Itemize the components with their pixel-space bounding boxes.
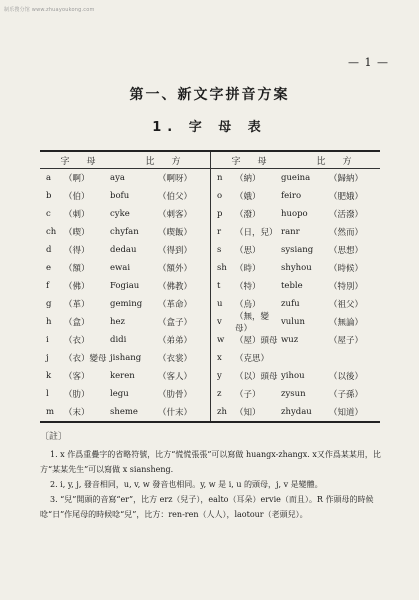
cell-char: （潑）	[235, 210, 261, 220]
cell-char: （娥）	[235, 192, 261, 202]
alphabet-table	[40, 150, 380, 423]
cell-example: （屋子）	[329, 336, 364, 346]
cell-example: （以後）	[329, 372, 364, 382]
cell-example: （歸納）	[329, 174, 364, 184]
table-row-right	[211, 403, 381, 421]
cell-letter: k	[46, 371, 52, 381]
page-title: 第一、新文字拼音方案	[129, 87, 290, 103]
cell-char: （革）	[64, 300, 90, 310]
cell-letter: zh	[217, 407, 227, 417]
cell-letter: l	[46, 389, 49, 399]
table-row	[40, 331, 380, 349]
table-row-left	[40, 169, 211, 187]
note-2	[40, 477, 385, 492]
table-row	[40, 241, 380, 259]
cell-char: （日，兒）	[235, 228, 278, 238]
header-example-right: 比 方	[316, 156, 356, 167]
cell-word: teble	[281, 281, 303, 291]
cell-word: chyfan	[110, 227, 139, 237]
cell-example: （客人）	[158, 372, 193, 382]
cell-word: vulun	[281, 317, 305, 327]
table-row-right	[211, 169, 381, 187]
cell-char: （喫）	[64, 228, 90, 238]
table-row	[40, 259, 380, 277]
table-header-right	[211, 152, 381, 168]
note-1	[40, 447, 385, 477]
cell-example: （什末）	[158, 408, 193, 418]
cell-example: （弟弟）	[158, 336, 193, 346]
notes-header: 〔註〕	[40, 432, 68, 442]
cell-word: sysiang	[281, 245, 314, 255]
cell-example: （時候）	[329, 264, 364, 274]
table-row-right	[211, 223, 381, 241]
page-number: — 1 —	[348, 56, 389, 69]
cell-letter: n	[217, 173, 223, 183]
table-row-right	[211, 312, 381, 334]
cell-letter: x	[217, 353, 222, 363]
cell-letter: r	[217, 227, 222, 237]
cell-example: （然而）	[329, 228, 364, 238]
cell-word: ewai	[110, 263, 131, 273]
cell-word: keren	[110, 371, 135, 381]
table-header-left	[40, 152, 211, 168]
cell-letter: i	[46, 335, 49, 345]
cell-char: （佛）	[64, 282, 90, 292]
cell-example: （得到）	[158, 246, 193, 256]
cell-letter: g	[46, 299, 52, 309]
cell-letter: h	[46, 317, 52, 327]
cell-letter: b	[46, 191, 52, 201]
watermark: 制乐搜分馆 www.zhuayoukong.com	[4, 7, 95, 13]
cell-word: legu	[110, 389, 129, 399]
cell-letter: w	[217, 335, 225, 345]
table-row-left	[40, 295, 211, 313]
cell-word: shyhou	[281, 263, 312, 273]
cell-example: （啊呀）	[158, 174, 193, 184]
cell-example: （特別）	[329, 282, 364, 292]
note-text: 3. “兒”開頭的音寫“er”，比方 erz（兒子），ealto（耳朵）ervie（而且）。R 作頭母的時候唸“日”作尾母的時候唸“兒”，比方：ren-ren（人人），laotour（老頭兒）。	[40, 495, 374, 519]
cell-word: didi	[110, 335, 127, 345]
table-row	[40, 385, 380, 403]
cell-char: （刺）	[64, 210, 90, 220]
cell-char: （子）	[235, 390, 261, 400]
table-row-right	[211, 259, 381, 277]
cell-example: （無論）	[329, 318, 364, 328]
table-row-left	[40, 331, 211, 349]
table-body	[40, 169, 380, 421]
table-row-right	[211, 385, 381, 403]
cell-word: gueina	[281, 173, 311, 183]
cell-word: aya	[110, 173, 125, 183]
table-row-left	[40, 313, 211, 331]
table-row-left	[40, 223, 211, 241]
table-row-left	[40, 205, 211, 223]
cell-word: huopo	[281, 209, 308, 219]
cell-char: （納）	[235, 174, 261, 184]
table-row-left	[40, 187, 211, 205]
cell-word: sheme	[110, 407, 138, 417]
table-row	[40, 223, 380, 241]
cell-char: （伯）	[64, 192, 90, 202]
cell-char: （衣）	[64, 336, 90, 346]
cell-word: zysun	[281, 389, 306, 399]
cell-letter: a	[46, 173, 52, 183]
cell-word: geming	[110, 299, 143, 309]
cell-char: （屋）頭母	[235, 336, 278, 346]
table-row-left	[40, 385, 211, 403]
table-row-right	[211, 349, 381, 367]
cell-example: （喫飯）	[158, 228, 193, 238]
cell-example: （衣裳）	[158, 354, 193, 364]
cell-letter: c	[46, 209, 51, 219]
cell-example: （祖父）	[329, 300, 364, 310]
table-row-right	[211, 205, 381, 223]
cell-word: yihou	[281, 371, 305, 381]
table-row-left	[40, 403, 211, 421]
cell-word: Fogiau	[110, 281, 140, 291]
table-row	[40, 295, 380, 313]
cell-char: （啊）	[64, 174, 90, 184]
cell-example: （革命）	[158, 300, 193, 310]
cell-example: （佛教）	[158, 282, 193, 292]
table-row-left	[40, 349, 211, 367]
cell-char: （思）	[235, 246, 261, 256]
cell-letter: v	[217, 317, 222, 327]
table-row-right	[211, 331, 381, 349]
cell-word: zufu	[281, 299, 300, 309]
table-header	[40, 152, 380, 169]
note-3	[40, 492, 385, 522]
table-row	[40, 403, 380, 421]
cell-word: ranr	[281, 227, 300, 237]
cell-char: （特）	[235, 282, 261, 292]
cell-example: （刺客）	[158, 210, 193, 220]
table-row	[40, 205, 380, 223]
cell-letter: z	[217, 389, 222, 399]
cell-word: wuz	[281, 335, 299, 345]
cell-char: （額）	[64, 264, 90, 274]
cell-example: （思想）	[329, 246, 364, 256]
table-row	[40, 367, 380, 385]
cell-letter: p	[217, 209, 223, 219]
cell-letter: ch	[46, 227, 57, 237]
cell-example: （知道）	[329, 408, 364, 418]
cell-char: （無，變母）	[235, 312, 270, 334]
cell-word: cyke	[110, 209, 130, 219]
cell-char: （烏）	[235, 300, 261, 310]
table-row-right	[211, 277, 381, 295]
cell-word: dedau	[110, 245, 137, 255]
cell-letter: y	[217, 371, 222, 381]
cell-letter: s	[217, 245, 222, 255]
cell-char: （克思）	[235, 354, 270, 364]
cell-letter: f	[46, 281, 50, 291]
cell-letter: t	[217, 281, 221, 291]
cell-example: （肋骨）	[158, 390, 193, 400]
cell-example: （伯父）	[158, 192, 193, 202]
cell-char: （客）	[64, 372, 90, 382]
cell-example: （額外）	[158, 264, 193, 274]
cell-char: （盒）	[64, 318, 90, 328]
cell-example: （子孫）	[329, 390, 364, 400]
note-text: 1. x 作爲重疊字的省略符號，比方“慌慌張張”可以寫做 huangx-zhangx. x又作爲某某用，比方“某某先生”可以寫做 x siansheng.	[40, 450, 381, 474]
note-text: 2. i, y, j, 發音相同，u, v, w 發音也相同。y, w 是 i, u 的頭母，j, v 是變體。	[50, 480, 323, 489]
cell-letter: j	[46, 353, 49, 363]
cell-letter: d	[46, 245, 52, 255]
cell-word: jishang	[110, 353, 142, 363]
section-title: 1. 字 母 表	[152, 120, 267, 135]
cell-char: （得）	[64, 246, 90, 256]
cell-word: hez	[110, 317, 125, 327]
header-letter-right: 字 母	[231, 156, 271, 167]
cell-word: zhydau	[281, 407, 312, 417]
cell-example: （盒子）	[158, 318, 193, 328]
cell-char: （時）	[235, 264, 261, 274]
table-row	[40, 277, 380, 295]
table-row-right	[211, 241, 381, 259]
cell-word: feiro	[281, 191, 302, 201]
cell-letter: u	[217, 299, 223, 309]
header-example-left: 比 方	[145, 156, 185, 167]
cell-char: （肋）	[64, 390, 90, 400]
table-row-left	[40, 241, 211, 259]
cell-char: （知）	[235, 408, 261, 418]
table-row-left	[40, 259, 211, 277]
cell-word: bofu	[110, 191, 130, 201]
table-row-right	[211, 367, 381, 385]
table-row-left	[40, 367, 211, 385]
cell-letter: e	[46, 263, 52, 273]
header-letter-left: 字 母	[60, 156, 100, 167]
table-row	[40, 187, 380, 205]
cell-letter: o	[217, 191, 223, 201]
table-row-left	[40, 277, 211, 295]
cell-letter: sh	[217, 263, 227, 273]
cell-letter: m	[46, 407, 55, 417]
cell-example: （活潑）	[329, 210, 364, 220]
cell-char: （末）	[64, 408, 90, 418]
cell-example: （肥娥）	[329, 192, 364, 202]
cell-char: （衣）變母	[64, 354, 107, 364]
table-row	[40, 312, 380, 334]
cell-char: （以）頭母	[235, 372, 278, 382]
table-row-right	[211, 187, 381, 205]
table-row	[40, 349, 380, 367]
table-row	[40, 169, 380, 187]
notes-section	[40, 430, 385, 522]
